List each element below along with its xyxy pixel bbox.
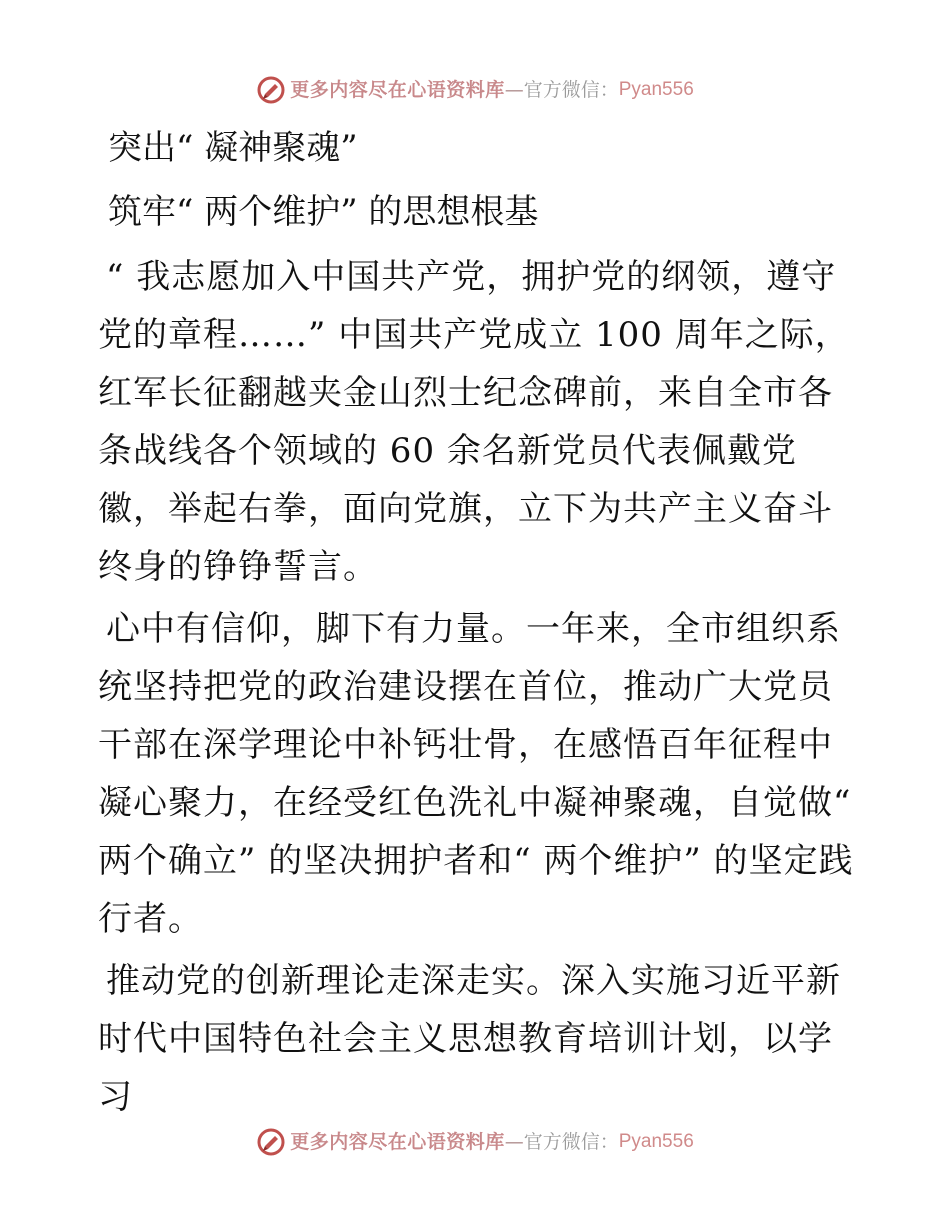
watermark-text: 更多内容尽在心语资料库: [290, 1130, 505, 1153]
watermark-wechat-label: 官方微信：: [523, 78, 619, 101]
paragraph-oath: “ 我志愿加入中国共产党，拥护党的纲领，遵守党的章程……” 中国共产党成立 100 周年之际，红军长征翻越夹金山烈士纪念碑前，来自全市各条战线各个领域的 60 余名新党员代表佩戴党徽，举起右拳，面向党旗，立下为共产主义奋斗终身的铮铮誓言。: [98, 257, 850, 587]
heading-primary: 突出“ 凝神聚魂”: [108, 128, 358, 168]
paragraph-belief: 心中有信仰，脚下有力量。一年来，全市组织系统坚持把党的政治建设摆在首位，推动广大党员干部在深学理论中补钙壮骨，在感悟百年征程中凝心聚力，在经受红色洗礼中凝神聚魂，自觉做“ 两个确立” 的坚决拥护者和“ 两个维护” 的坚定践行者。: [98, 609, 854, 939]
watermark-wechat-label: 官方微信：: [523, 1130, 619, 1153]
watermark-dash: —: [504, 1130, 524, 1153]
document-body: [98, 120, 858, 1130]
hand-pen-logo-icon: [256, 75, 286, 105]
watermark-dash: —: [504, 78, 524, 101]
watermark-text: 更多内容尽在心语资料库: [290, 78, 505, 101]
watermark-wechat-id: Pyan556: [618, 1130, 694, 1152]
footer-watermark: [0, 1126, 950, 1156]
hand-pen-logo-icon: [256, 1127, 286, 1157]
header-watermark: [0, 74, 950, 104]
paragraph-theory: 推动党的创新理论走深走实。深入实施习近平新时代中国特色社会主义思想教育培训计划，以学习: [98, 961, 841, 1117]
watermark-wechat-id: Pyan556: [618, 78, 694, 100]
heading-secondary: 筑牢“ 两个维护” 的思想根基: [108, 192, 539, 232]
